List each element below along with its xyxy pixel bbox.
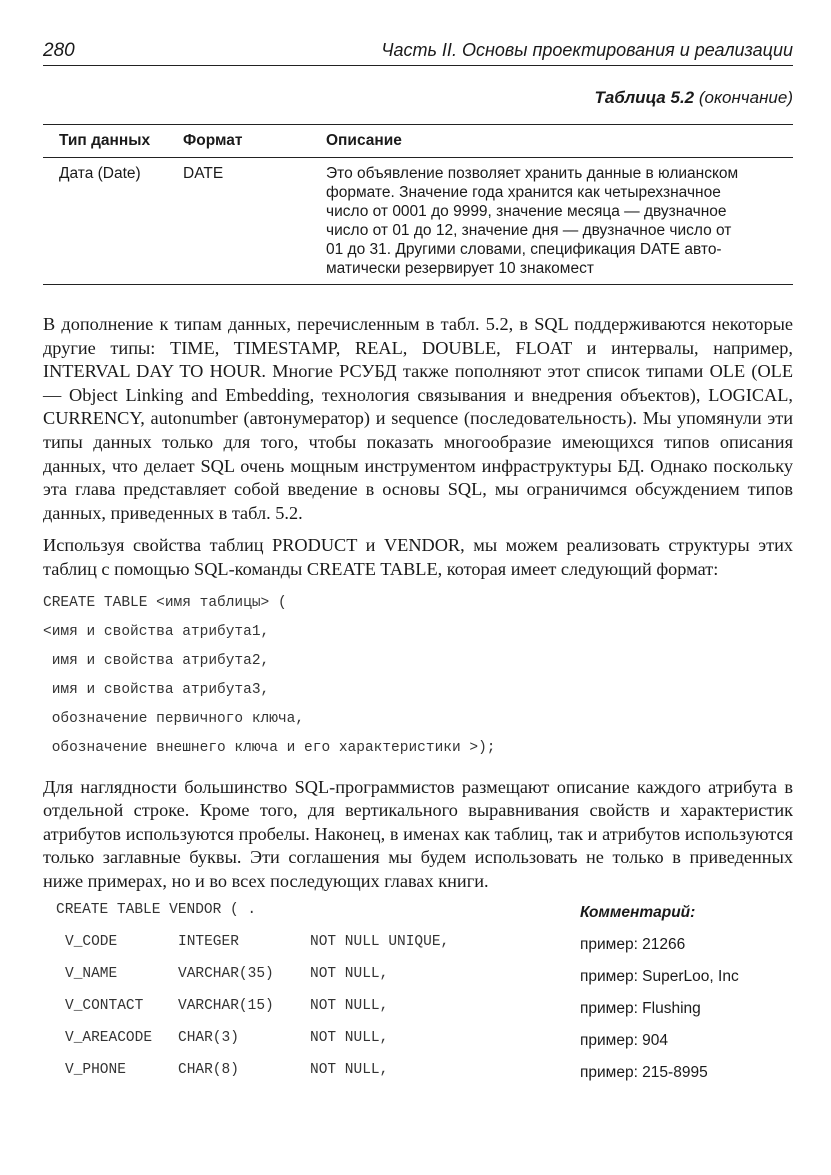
attribute-name: V_PHONE	[65, 1061, 126, 1078]
table-caption	[43, 88, 793, 108]
vendor-attribute-row	[43, 1030, 793, 1062]
attribute-type: VARCHAR(15)	[178, 997, 274, 1014]
description-line: число от 01 до 12, значение дня — двузначное число от	[326, 222, 732, 239]
attribute-constraint: NOT NULL,	[310, 1061, 389, 1078]
table-caption-label: Таблица 5.2	[594, 88, 695, 107]
attribute-comment: пример: 21266	[580, 935, 686, 953]
code-line: <имя и свойства атрибута1,	[43, 623, 270, 640]
table-row	[43, 158, 793, 284]
paragraph-create-table-intro: Используя свойства таблиц PRODUCT и VENDOR, мы можем реализовать структуры этих таблиц с помощью SQL-команды CREATE TABLE, которая имеет следующий формат:	[43, 535, 793, 579]
cell-format: DATE	[183, 165, 224, 182]
vendor-table-code	[43, 902, 793, 1097]
vendor-code-header-row	[43, 902, 793, 934]
paragraph-conventions: Для наглядности большинство SQL-программистов размещают описание каждого атрибута в отдельной строке. Кроме того, для вертикального выравнивания свойств и характеристик атрибутов используются пробелы. Наконец, в именах как таблиц, так и атрибутов используются только заглавные буквы. Эти соглашения мы будем использовать не только в приведенных ниже примерах, но и во всех последующих главах книги.	[43, 776, 793, 891]
attribute-comment: пример: SuperLoo, Inc	[580, 967, 739, 985]
code-line: обозначение внешнего ключа и его характеристики >);	[43, 739, 496, 756]
attribute-comment: пример: Flushing	[580, 999, 701, 1017]
code-line: имя и свойства атрибута3,	[43, 681, 270, 698]
vendor-attribute-row	[43, 1062, 793, 1094]
description-line: формате. Значение года хранится как четырехзначное	[326, 184, 721, 201]
attribute-comment: пример: 904	[580, 1031, 669, 1049]
attribute-type: CHAR(3)	[178, 1029, 239, 1046]
column-header-type: Тип данных	[59, 132, 151, 149]
attribute-name: V_CONTACT	[65, 997, 144, 1014]
attribute-constraint: NOT NULL,	[310, 1029, 389, 1046]
book-page	[43, 38, 793, 1097]
description-line: число от 0001 до 9999, значение месяца — двузначное	[326, 203, 727, 220]
attribute-type: VARCHAR(35)	[178, 965, 274, 982]
code-line: обозначение первичного ключа,	[43, 710, 305, 727]
running-header	[43, 38, 793, 66]
attribute-name: V_AREACODE	[65, 1029, 153, 1046]
attribute-name: V_CODE	[65, 933, 118, 950]
description-line: 01 до 31. Другими словами, спецификация DATE авто-	[326, 241, 722, 258]
attribute-type: CHAR(8)	[178, 1061, 239, 1078]
attribute-constraint: NOT NULL,	[310, 997, 389, 1014]
create-table-syntax	[43, 589, 793, 763]
attribute-comment: пример: 215-8995	[580, 1063, 708, 1081]
description-line: Это объявление позволяет хранить данные в юлианском	[326, 165, 739, 182]
column-header-description: Описание	[326, 132, 402, 149]
table-caption-suffix: (окончание)	[698, 88, 793, 107]
attribute-constraint: NOT NULL UNIQUE,	[310, 933, 450, 950]
attribute-constraint: NOT NULL,	[310, 965, 389, 982]
data-types-table	[43, 124, 793, 285]
description-line: матически резервирует 10 знакомест	[326, 260, 594, 277]
attribute-type: INTEGER	[178, 933, 239, 950]
table-header-row	[43, 125, 793, 158]
page-number: 280	[43, 40, 75, 61]
column-header-format: Формат	[183, 132, 243, 149]
attribute-name: V_NAME	[65, 965, 118, 982]
vendor-attribute-row	[43, 934, 793, 966]
vendor-attribute-row	[43, 966, 793, 998]
cell-type: Дата (Date)	[59, 165, 141, 182]
code-first-line: CREATE TABLE VENDOR ( .	[56, 901, 257, 918]
code-line: имя и свойства атрибута2,	[43, 652, 270, 669]
comment-header: Комментарий:	[580, 903, 696, 921]
code-line: CREATE TABLE <имя таблицы> (	[43, 594, 287, 611]
paragraph-other-types: В дополнение к типам данных, перечисленным в табл. 5.2, в SQL поддерживаются некоторые другие типы: TIME, TIMESTAMP, REAL, DOUBLE, FLOAT и интервалы, например, INTERVAL DAY TO HOUR. Многие РСУБД также пополняют этот список типами OLE (OLE — Object Linking and Embedding, технология связывания и внедрения объектов), LOGICAL, CURRENCY, autonumber (автонумератор) и sequence (последовательность). Мы упомянули эти типы данных только для того, чтобы показать многообразие имеющихся типов описания данных, что делает SQL очень мощным инструментом инфраструктуры БД. Однако поскольку эта глава представляет собой введение в основы SQL, мы ограничимся обсуждением типов данных, приведенных в табл. 5.2.	[43, 314, 793, 523]
part-title: Часть II. Основы проектирования и реализации	[381, 40, 793, 60]
cell-description	[322, 164, 793, 278]
vendor-attribute-row	[43, 998, 793, 1030]
